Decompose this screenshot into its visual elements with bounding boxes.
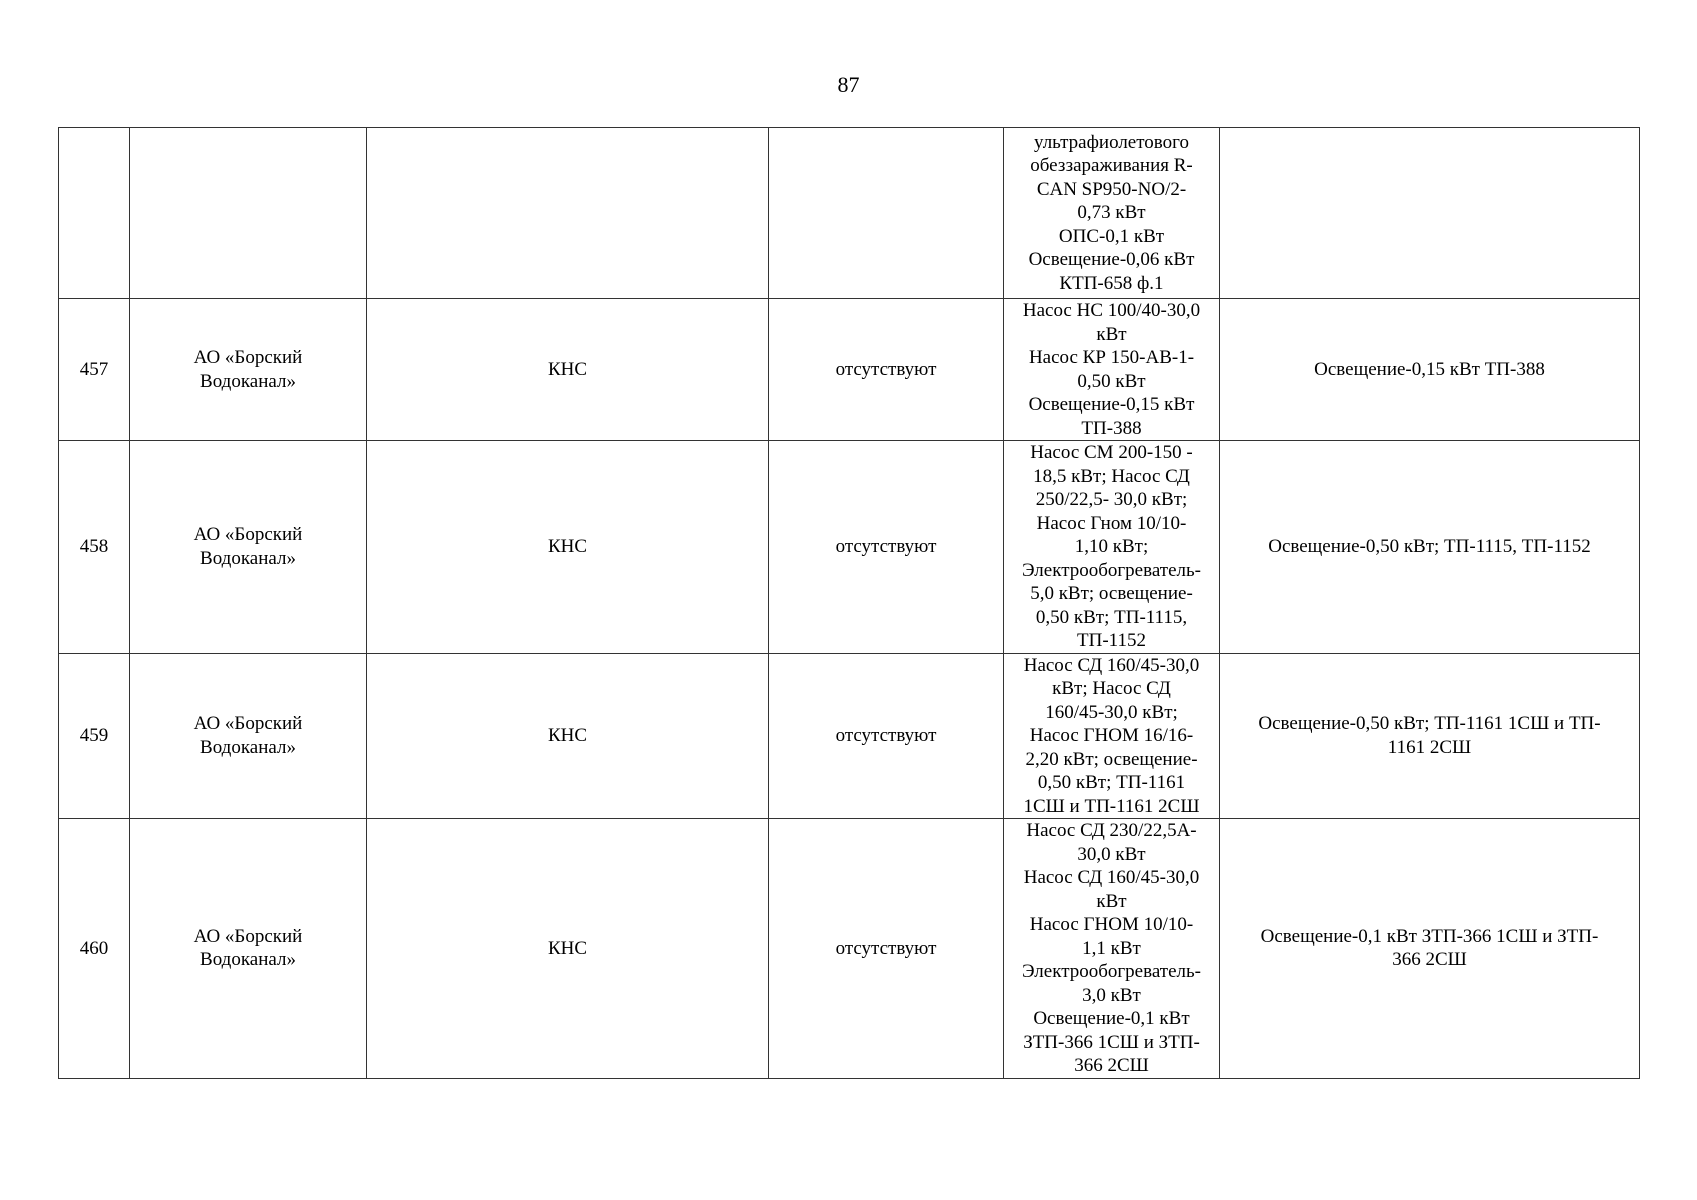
cell-power: Освещение-0,15 кВт ТП-388 xyxy=(1220,299,1640,441)
equipment-line: ЗТП-366 1СШ и ЗТП- xyxy=(1023,1031,1200,1053)
equipment-line: Освещение-0,1 кВт xyxy=(1033,1008,1190,1029)
equipment-line: 0,50 кВт xyxy=(1077,370,1146,392)
equipment-line: КТП-658 ф.1 xyxy=(1059,272,1164,294)
cell-equipment xyxy=(1004,819,1220,1079)
cell-number: 457 xyxy=(59,299,130,441)
equipment-line: 1СШ и ТП-1161 2СШ xyxy=(1023,795,1200,817)
table-row xyxy=(59,819,1640,1079)
equipment-line: Насос ГНОМ 16/16- xyxy=(1029,725,1194,746)
equipment-line: 1,10 кВт; xyxy=(1074,536,1149,557)
equipment-line: кВт xyxy=(1096,323,1127,345)
table-row xyxy=(59,299,1640,441)
cell-equipment xyxy=(1004,653,1220,819)
page-number: 87 xyxy=(837,72,860,97)
equipment-line: Насос ГНОМ 10/10- xyxy=(1029,914,1194,935)
equipment-line: Насос КР 150-АВ-1- xyxy=(1028,347,1195,368)
equipment-line: обеззараживания R- xyxy=(1030,155,1193,177)
data-table xyxy=(58,127,1640,1079)
table-row xyxy=(59,653,1640,819)
equipment-line: кВт; Насос СД xyxy=(1052,678,1171,699)
cell-power: Освещение-0,50 кВт; ТП-1115, ТП-1152 xyxy=(1220,441,1640,654)
equipment-line: 0,50 кВт; ТП-1115, xyxy=(1035,606,1188,628)
cell-object: КНС xyxy=(367,441,769,654)
equipment-line: Освещение-0,06 кВт xyxy=(1028,249,1195,271)
cell-object: КНС xyxy=(367,653,769,819)
cell-organization: АО «Борский Водоканал» xyxy=(130,653,367,819)
equipment-line: 0,73 кВт xyxy=(1077,202,1146,224)
equipment-line: Освещение-0,15 кВт xyxy=(1028,394,1195,415)
equipment-line: 3,0 кВт xyxy=(1082,984,1141,1006)
equipment-line: Насос СД 230/22,5А- xyxy=(1026,820,1197,841)
cell-organization: АО «Борский Водоканал» xyxy=(130,819,367,1079)
equipment-line: CAN SP950-NO/2- xyxy=(1036,178,1187,200)
equipment-line: Насос Гном 10/10- xyxy=(1036,512,1187,534)
equipment-line: 2,20 кВт; освещение- xyxy=(1025,748,1198,770)
cell-status: отсутствуют xyxy=(769,299,1004,441)
equipment-line: ТП-388 xyxy=(1081,417,1142,439)
cell-number: 460 xyxy=(59,819,130,1079)
cell-equipment xyxy=(1004,128,1220,299)
cell-number: 459 xyxy=(59,653,130,819)
table-row xyxy=(59,441,1640,654)
equipment-line: ультрафиолетового xyxy=(1034,131,1189,153)
equipment-line: Насос СД 160/45-30,0 xyxy=(1023,654,1200,676)
equipment-line: 30,0 кВт xyxy=(1077,843,1146,865)
cell-status: отсутствуют xyxy=(769,441,1004,654)
equipment-line: 160/45-30,0 кВт; xyxy=(1045,701,1178,723)
equipment-line: 5,0 кВт; освещение- xyxy=(1030,583,1193,604)
cell-power: Освещение-0,1 кВт ЗТП-366 1СШ и ЗТП- 366 2СШ xyxy=(1220,819,1640,1079)
cell-status: отсутствуют xyxy=(769,819,1004,1079)
cell-number: 458 xyxy=(59,441,130,654)
cell-organization: АО «Борский Водоканал» xyxy=(130,441,367,654)
cell-status: отсутствуют xyxy=(769,653,1004,819)
equipment-line: Электрообогреватель- xyxy=(1022,961,1201,982)
cell-number xyxy=(59,128,130,299)
cell-equipment xyxy=(1004,441,1220,654)
cell-organization xyxy=(130,128,367,299)
cell-status xyxy=(769,128,1004,299)
equipment-line: 366 2СШ xyxy=(1074,1055,1149,1076)
equipment-line: Насос СМ 200-150 - xyxy=(1030,442,1193,463)
equipment-line: 1,1 кВт xyxy=(1082,937,1141,959)
equipment-line: кВт xyxy=(1096,890,1127,912)
equipment-line: Насос НС 100/40-30,0 xyxy=(1022,300,1201,321)
table-row xyxy=(59,128,1640,299)
cell-object xyxy=(367,128,769,299)
equipment-line: ОПС-0,1 кВт xyxy=(1058,225,1165,247)
cell-power xyxy=(1220,128,1640,299)
cell-organization: АО «Борский Водоканал» xyxy=(130,299,367,441)
cell-object: КНС xyxy=(367,819,769,1079)
equipment-line: 18,5 кВт; Насос СД xyxy=(1033,465,1190,487)
cell-equipment xyxy=(1004,299,1220,441)
equipment-line: ТП-1152 xyxy=(1077,630,1146,651)
equipment-line: 250/22,5- 30,0 кВт; xyxy=(1035,489,1188,510)
cell-object: КНС xyxy=(367,299,769,441)
equipment-line: Электрообогреватель- xyxy=(1022,559,1201,581)
cell-power: Освещение-0,50 кВт; ТП-1161 1СШ и ТП- 1161 2СШ xyxy=(1220,653,1640,819)
equipment-line: Насос СД 160/45-30,0 xyxy=(1023,867,1200,888)
equipment-line: 0,50 кВт; ТП-1161 xyxy=(1037,772,1186,793)
